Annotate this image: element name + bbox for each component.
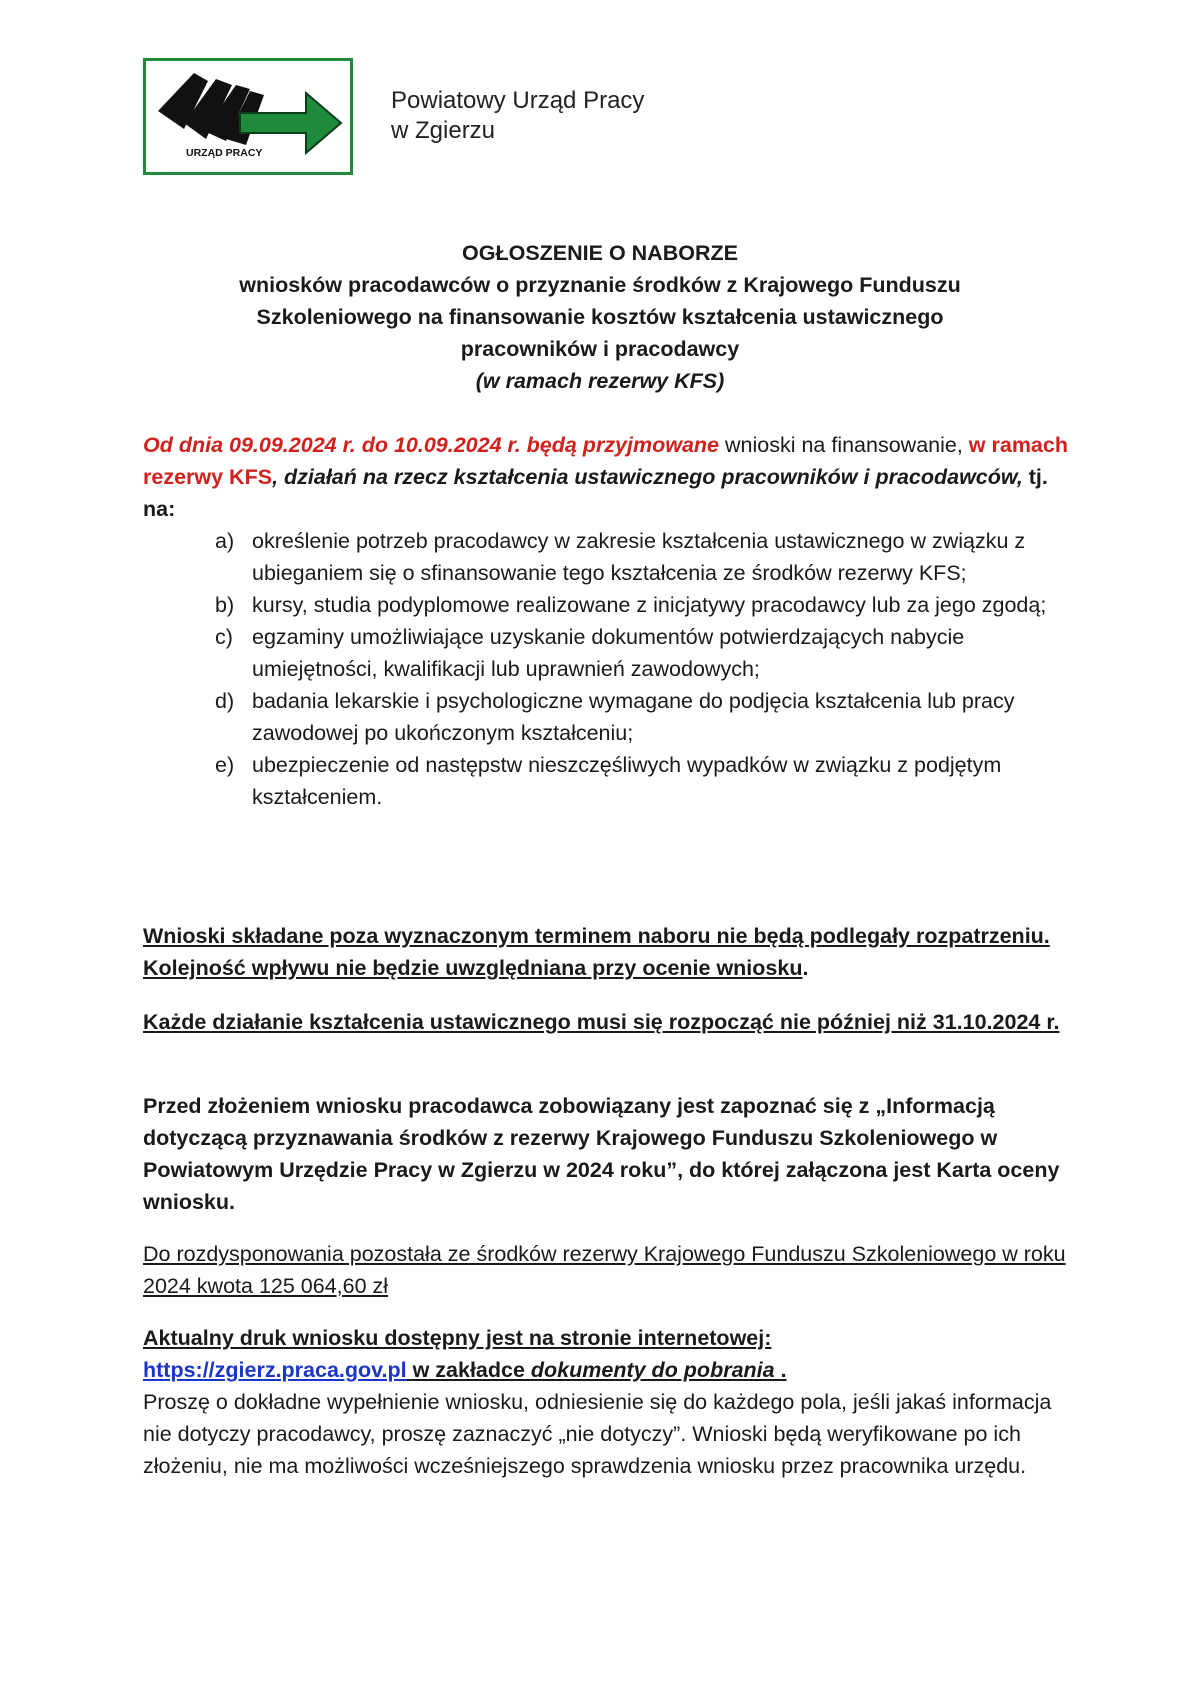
org-name-line2: w Zgierzu [391, 117, 496, 144]
eligible-actions-list [215, 525, 1075, 813]
urzad-pracy-logo [143, 58, 353, 175]
start-deadline-notice: Każde działanie kształcenia ustawicznego musi się rozpocząć nie później niż 31.10.2024 r. [143, 1010, 1060, 1034]
organization-name [391, 86, 644, 146]
form-tab-name: dokumenty do pobrania [530, 1358, 775, 1382]
closing-paragraph: Proszę o dokładne wypełnienie wniosku, odniesienie się do każdego pola, jeśli jakaś informacja nie dotyczy pracodawcy, proszę zaznaczyć „nie dotyczy”. Wnioski będą weryfikowane po ich złożeniu, nie ma możliwości wcześniejszego sprawdzenia wniosku przez pracownika urzędu. [143, 1390, 1052, 1478]
list-marker: d) [215, 689, 235, 713]
form-availability [143, 1322, 1073, 1482]
list-item-text: kursy, studia podyplomowe realizowane z inicjatywy pracodawcy lub za jego zgodą; [252, 593, 1047, 617]
list-item-text: egzaminy umożliwiające uzyskanie dokumentów potwierdzających nabycie umiejętności, kwalifikacji lub uprawnień zawodowych; [252, 625, 965, 681]
deadline-notice-end: . [802, 956, 809, 980]
list-marker: b) [215, 593, 235, 617]
deadline-notice [143, 920, 1073, 984]
deadline-notice-text: Wnioski składane poza wyznaczonym terminem naboru nie będą podlegały rozpatrzeniu. Kolejność wpływu nie będzie uwzględniana przy ocenie wniosku [143, 924, 1050, 980]
title-line5: (w ramach rezerwy KFS) [475, 369, 725, 393]
form-heading: Aktualny druk wniosku dostępny jest na stronie internetowej: [143, 1326, 772, 1350]
intro-after-dates: wnioski na finansowanie, [719, 433, 969, 457]
logo-graphic [146, 61, 350, 172]
title-line3: Szkoleniowego na finansowanie kosztów kształcenia ustawicznego [256, 305, 944, 329]
list-item-text: badania lekarskie i psychologiczne wymagane do podjęcia kształcenia lub pracy zawodowej po ukończonym kształceniu; [252, 689, 1015, 745]
intro-reserve: w ramach rezerwy KFS [143, 433, 1068, 489]
website-link[interactable]: https://zgierz.praca.gov.pl [143, 1358, 407, 1382]
intro-paragraph [143, 429, 1073, 525]
intro-tail: tj. na: [143, 465, 1048, 521]
list-item-text: określenie potrzeb pracodawcy w zakresie kształcenia ustawicznego w związku z ubieganiem się o sfinansowanie tego kształcenia ze środków rezerwy KFS; [252, 529, 1026, 585]
list-marker: a) [215, 529, 235, 553]
form-tab-end: . [774, 1358, 787, 1382]
svg-text:URZĄD PRACY: URZĄD PRACY [186, 147, 263, 159]
title-line2: wniosków pracodawców o przyznanie środków z Krajowego Funduszu [239, 273, 961, 297]
intro-actions: , działań na rzecz kształcenia ustawicznego pracowników i pracodawców, [272, 465, 1023, 489]
title-line4: pracowników i pracodawcy [460, 337, 740, 361]
list-item [215, 685, 1075, 749]
remaining-funds: Do rozdysponowania pozostała ze środków rezerwy Krajowego Funduszu Szkoleniowego w roku 2024 kwota 125 064,60 zł [143, 1242, 1066, 1298]
list-item [215, 621, 1075, 685]
title-line1: OGŁOSZENIE O NABORZE [462, 241, 738, 265]
list-item [215, 749, 1075, 813]
intro-dates: Od dnia 09.09.2024 r. do 10.09.2024 r. będą przyjmowane [143, 433, 720, 457]
form-after-url: w zakładce [406, 1358, 531, 1382]
list-marker: c) [215, 625, 233, 649]
announcement-title [143, 237, 1057, 397]
list-marker: e) [215, 753, 235, 777]
org-name-line1: Powiatowy Urząd Pracy [391, 87, 645, 114]
information-notice: Przed złożeniem wniosku pracodawca zobowiązany jest zapoznać się z „Informacją dotyczącą przyznawania środków z rezerwy Krajowego Funduszu Szkoleniowego w Powiatowym Urzędzie Pracy w Zgierzu w 2024 roku”, do której załączona jest Karta oceny wniosku. [143, 1094, 1060, 1214]
list-item-text: ubezpieczenie od następstw nieszczęśliwych wypadków w związku z podjętym kształceniem. [252, 753, 1002, 809]
list-item [215, 589, 1075, 621]
list-item [215, 525, 1075, 589]
